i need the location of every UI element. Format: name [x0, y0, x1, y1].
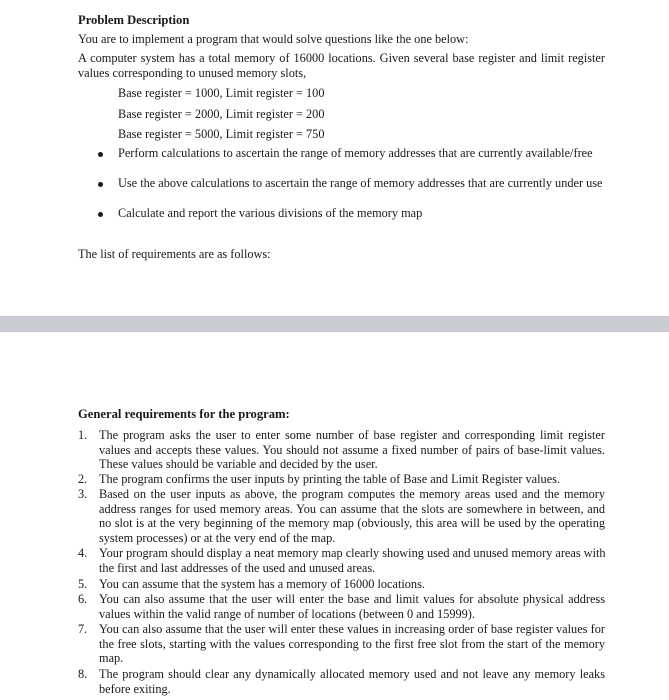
- register-line: Base register = 5000, Limit register = 750: [118, 127, 325, 141]
- problem-scenario: A computer system has a total memory of 16000 locations. Given several base register and limit register values corresponding to unused memory slots,: [78, 51, 605, 80]
- bullet-item: Perform calculations to ascertain the range of memory addresses that are currently available/free: [118, 146, 593, 160]
- document-page-top: [0, 0, 669, 316]
- document-page-bottom: [0, 332, 669, 700]
- list-number: 8.: [78, 667, 88, 681]
- general-requirements-heading: General requirements for the program:: [78, 407, 290, 421]
- bullet-item: Calculate and report the various divisions of the memory map: [118, 206, 423, 220]
- bullet-icon: [98, 212, 103, 217]
- list-number: 4.: [78, 546, 88, 560]
- list-item: Your program should display a neat memory map clearly showing used and unused memory areas with the first and last addresses of the used and unused areas.: [99, 546, 606, 575]
- bullet-item: Use the above calculations to ascertain the range of memory addresses that are currently under use: [118, 176, 603, 190]
- list-item: The program should clear any dynamically allocated memory used and not leave any memory leaks before exiting.: [99, 667, 605, 696]
- list-number: 3.: [78, 487, 88, 501]
- list-item: The program confirms the user inputs by printing the table of Base and Limit Register values.: [99, 472, 561, 486]
- list-number: 7.: [78, 622, 88, 636]
- list-item: You can assume that the system has a memory of 16000 locations.: [99, 577, 425, 591]
- list-number: 6.: [78, 592, 88, 606]
- register-line: Base register = 1000, Limit register = 100: [118, 86, 325, 100]
- list-number: 1.: [78, 428, 88, 442]
- list-item: You can also assume that the user will enter these values in increasing order of base register values for the free slots, starting with the values corresponding to the first free slot from the start of the memory map.: [99, 622, 605, 665]
- bullet-icon: [98, 182, 103, 187]
- list-item: The program asks the user to enter some number of base register and corresponding limit register values and accepts these values. You should not assume a fixed number of pairs of base-limit values. These values should be variable and decided by the user.: [99, 428, 605, 471]
- problem-description-heading: Problem Description: [78, 13, 190, 27]
- bullet-icon: [98, 152, 103, 157]
- list-item: Based on the user inputs as above, the program computes the memory areas used and the memory address ranges for used memory areas. You can assume that the slots are somewhere in between, and no slot is at the very beginning of the memory map (obviously, this area will be used by the operating system processes) or at the very end of the map.: [99, 487, 605, 545]
- problem-intro: You are to implement a program that would solve questions like the one below:: [78, 32, 469, 46]
- requirements-intro: The list of requirements are as follows:: [78, 247, 271, 261]
- list-number: 2.: [78, 472, 88, 486]
- register-line: Base register = 2000, Limit register = 200: [118, 107, 325, 121]
- page-separator: [0, 316, 669, 332]
- list-item: You can also assume that the user will enter the base and limit values for absolute physical address values within the valid range of number of locations (between 0 and 15999).: [99, 592, 605, 621]
- list-number: 5.: [78, 577, 88, 591]
